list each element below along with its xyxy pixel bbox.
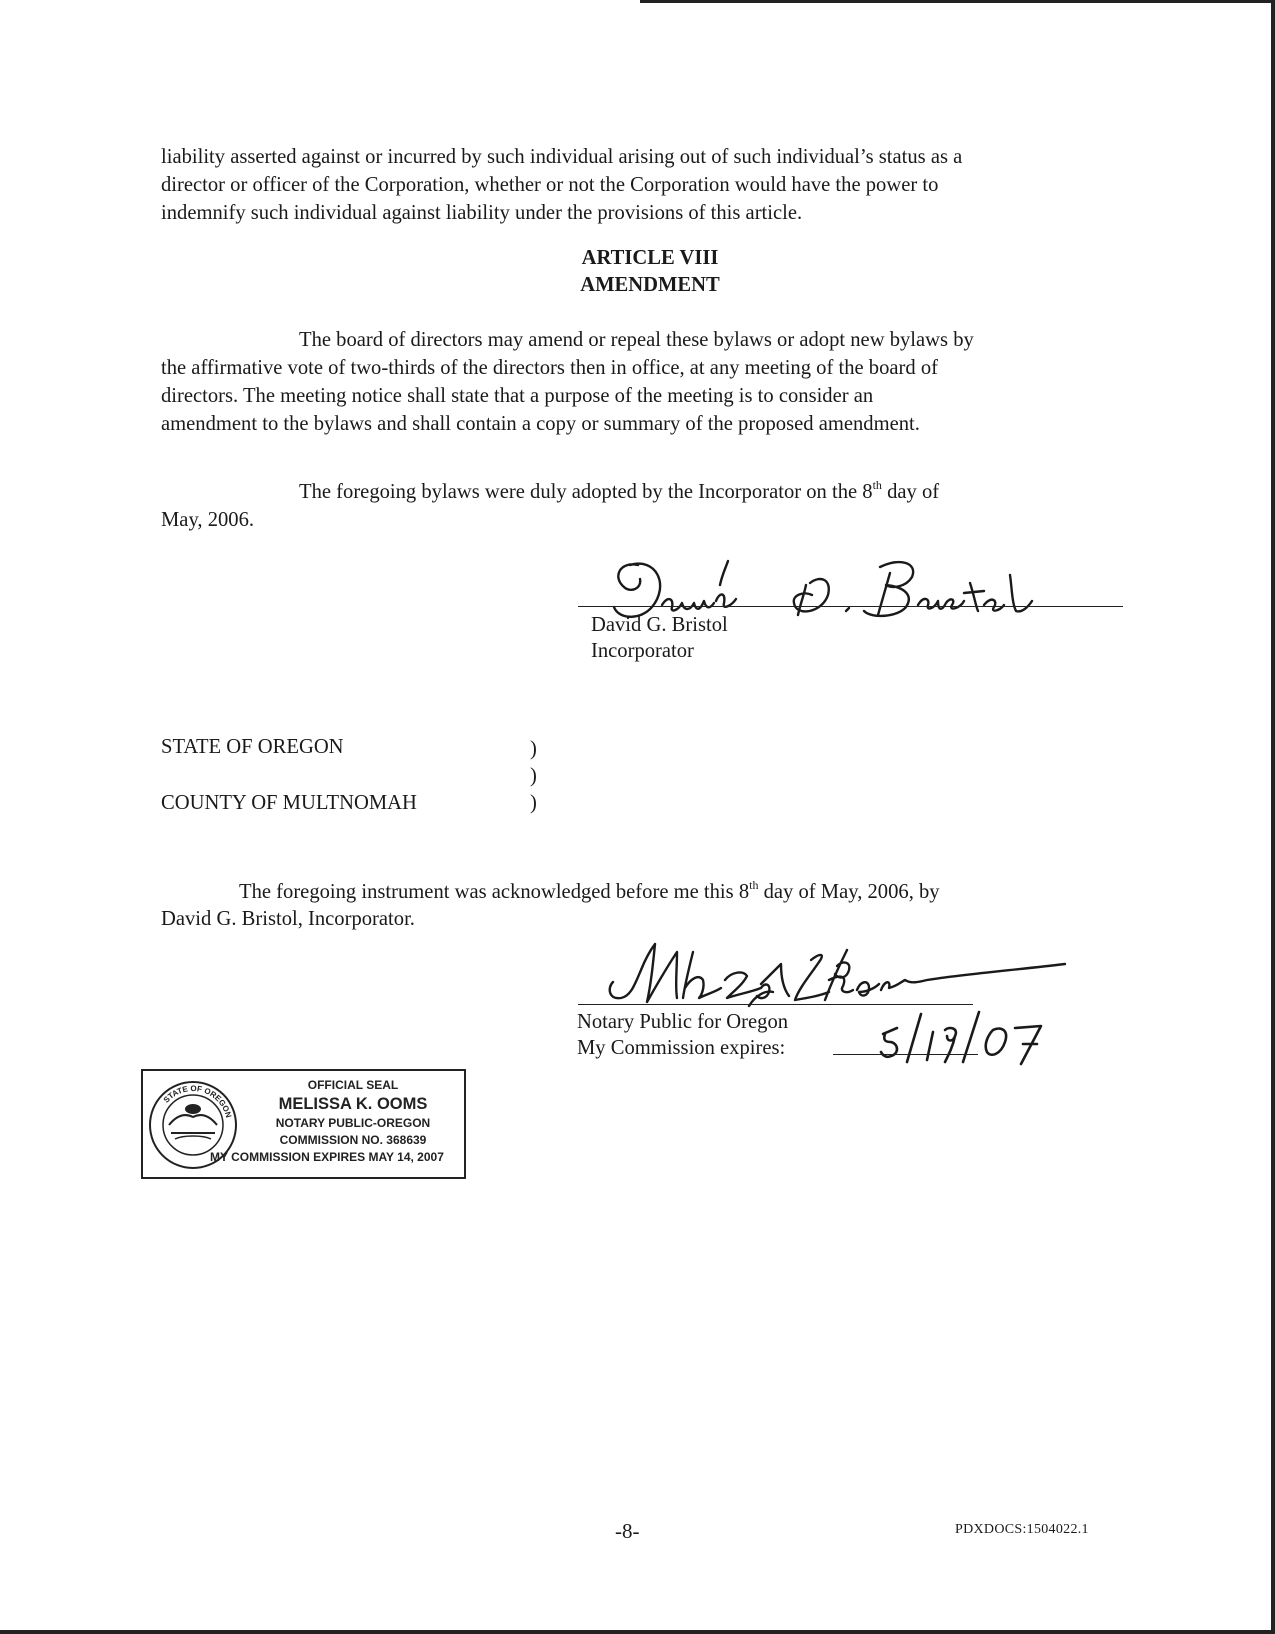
intro-line: liability asserted against or incurred by such individual arising out of such individual’s status as a [161,146,963,168]
intro-line: indemnify such individual against liability under the provisions of this article. [161,202,803,224]
venue-paren: ) [530,738,537,760]
acknowledgment-line-2: David G. Bristol, Incorporator. [161,908,415,930]
commission-date-line [833,1054,978,1055]
amendment-line: directors. The meeting notice shall state that a purpose of the meeting is to consider an [161,385,874,407]
acknowledgment-line-1 [239,878,940,906]
acknowledgment-text: day of May, 2006, by [758,881,940,903]
seal-commission-number: COMMISSION NO. 368639 [279,1133,427,1147]
adoption-date: May, 2006. [161,509,255,531]
incorporator-title: Incorporator [591,640,694,662]
notary-seal [141,1069,466,1179]
acknowledgment-text: The foregoing instrument was acknowledged before me this 8 [239,881,750,903]
commission-date-handwritten [875,1002,1085,1072]
adoption-text: day of [881,481,940,503]
seal-heading: OFFICIAL SEAL [307,1078,399,1092]
scan-border-top [640,0,1275,3]
venue-county: COUNTY OF MULTNOMAH [161,792,417,814]
venue-paren: ) [530,792,537,814]
seal-notary-title: NOTARY PUBLIC-OREGON [275,1116,431,1130]
article-title: AMENDMENT [580,274,720,296]
ordinal-suffix: th [872,478,882,493]
amendment-line: amendment to the bylaws and shall contain a copy or summary of the proposed amendment. [161,413,920,435]
commission-label: My Commission expires: [577,1037,786,1059]
seal-notary-name: MELISSA K. OOMS [278,1095,428,1113]
document-id: PDXDOCS:1504022.1 [955,1522,1089,1537]
amendment-line: the affirmative vote of two-thirds of the directors then in office, at any meeting of the board of [161,357,938,379]
ordinal-suffix: th [749,878,759,893]
adoption-text: The foregoing bylaws were duly adopted by the Incorporator on the 8 [299,481,873,503]
amendment-line: The board of directors may amend or repeal these bylaws or adopt new bylaws by [299,329,974,351]
intro-line: director or officer of the Corporation, whether or not the Corporation would have the power to [161,174,939,196]
incorporator-name: David G. Bristol [591,614,728,636]
seal-emblem-text: STATE OF OREGON [161,1083,234,1119]
svg-text:STATE OF OREGON [162,1084,233,1119]
article-number: ARTICLE VIII [581,247,719,269]
venue-state: STATE OF OREGON [161,736,344,758]
seal-text-block [210,1077,468,1166]
page-number: -8- [615,1519,640,1543]
venue-paren: ) [530,765,537,787]
notary-title: Notary Public for Oregon [577,1011,789,1033]
seal-expiration: MY COMMISSION EXPIRES MAY 14, 2007 [210,1150,444,1164]
adoption-line-1 [299,478,939,506]
intro-paragraph [161,143,962,227]
scan-border-bottom [0,1630,1275,1634]
amendment-paragraph [161,326,974,438]
incorporator-signature-line [578,606,1123,607]
